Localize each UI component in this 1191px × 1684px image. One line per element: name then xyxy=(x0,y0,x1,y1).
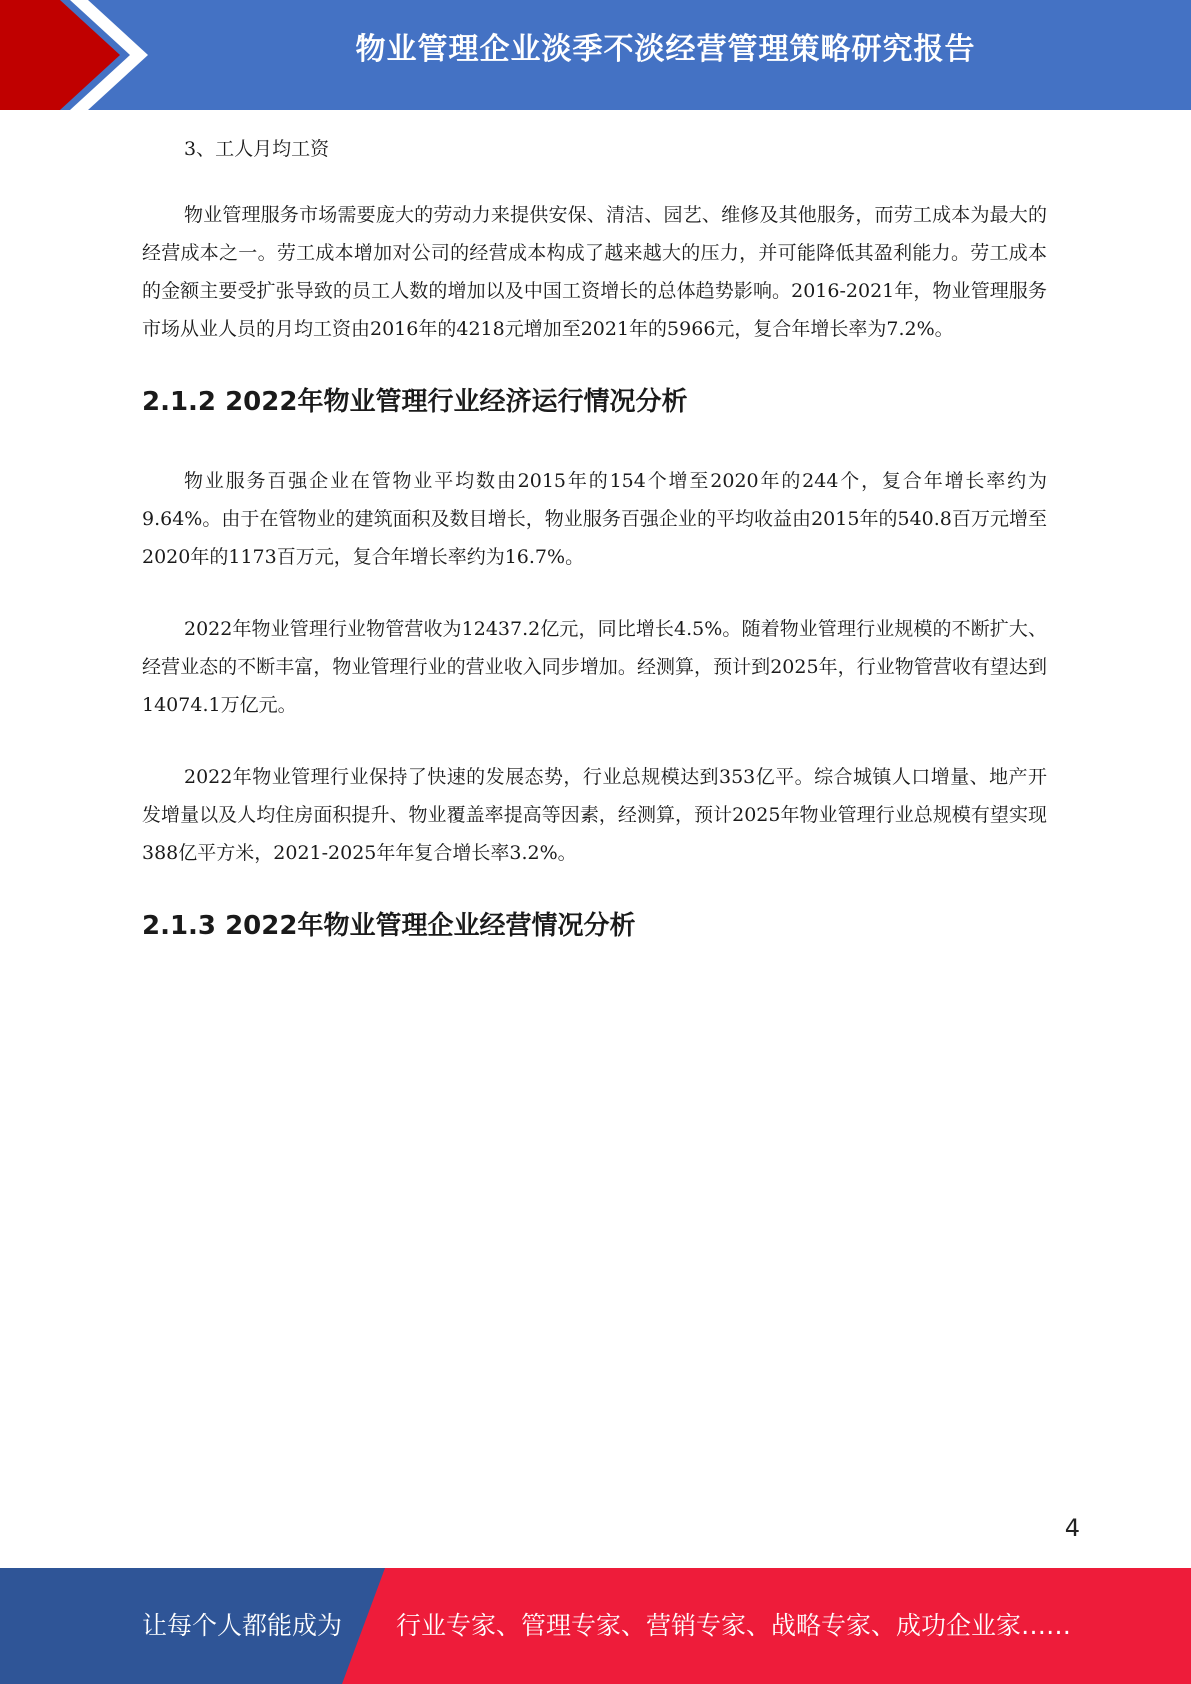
report-title: 物业管理企业淡季不淡经营管理策略研究报告 xyxy=(355,32,976,67)
paragraph-industry-scale: 2022年物业管理行业保持了快速的发展态势，行业总规模达到353亿平。综合城镇人口增量、地产开发增量以及人均住房面积提升、物业覆盖率提高等因素，经测算，预计2025年物业管理行业总规模有望实现388亿平方米，2021-2025年年复合增长率3.2%。 xyxy=(142,766,1047,864)
document-body xyxy=(142,130,1047,986)
footer-banner xyxy=(0,1568,1191,1684)
section-title-2-1-3: 2.1.3 2022年物业管理企业经营情况分析 xyxy=(142,911,636,941)
section-title-2-1-2: 2.1.2 2022年物业管理行业经济运行情况分析 xyxy=(142,387,688,417)
footer-slogan-right: 行业专家、管理专家、营销专家、战略专家、成功企业家…… xyxy=(396,1611,1072,1640)
header-arrow-graphic xyxy=(0,0,160,110)
footer-slogan-left: 让每个人都能成为 xyxy=(142,1611,343,1640)
paragraph-industry-revenue: 2022年物业管理行业物管营收为12437.2亿元，同比增长4.5%。随着物业管理行业规模的不断扩大、经营业态的不断丰富，物业管理行业的营业收入同步增加。经测算，预计到2025年，行业物管营收有望达到14074.1万亿元。 xyxy=(142,618,1047,716)
header-banner xyxy=(0,0,1191,110)
paragraph-labor-cost: 物业管理服务市场需要庞大的劳动力来提供安保、清洁、园艺、维修及其他服务，而劳工成本为最大的经营成本之一。劳工成本增加对公司的经营成本构成了越来越大的压力，并可能降低其盈利能力。劳工成本的金额主要受扩张导致的员工人数的增加以及中国工资增长的总体趋势影响。2016-2021年，物业管理服务市场从业人员的月均工资由2016年的4218元增加至2021年的5966元，复合年增长率为7.2%。 xyxy=(142,204,1047,340)
page-number: 4 xyxy=(1064,1514,1080,1542)
subheading-monthly-wage: 3、工人月均工资 xyxy=(184,138,330,160)
paragraph-top100-enterprises: 物业服务百强企业在管物业平均数由2015年的154个增至2020年的244个，复合年增长率约为9.64%。由于在管物业的建筑面积及数目增长，物业服务百强企业的平均收益由2015年的540.8百万元增至2020年的1173百万元，复合年增长率约为16.7%。 xyxy=(142,470,1047,568)
